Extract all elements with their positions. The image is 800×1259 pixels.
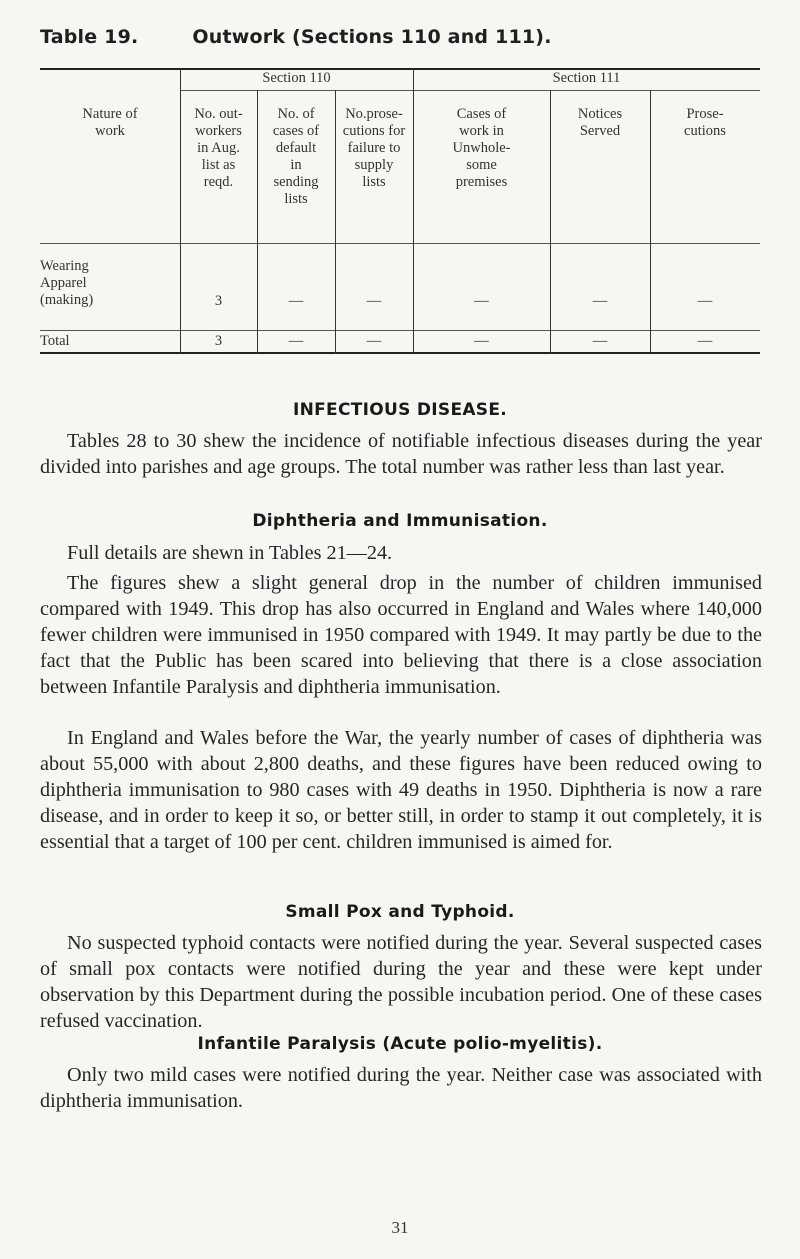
col-header-prosecutions: Prose- cutions	[684, 106, 726, 139]
col-header-prosecutions-lists: No.prose- cutions for failure to supply lists	[342, 106, 406, 190]
row-label: Wearing Apparel (making)	[40, 258, 94, 308]
paragraph: In England and Wales before the War, the yearly number of cases of diphtheria was about 55,000 with about 2,800 deaths, and these figures have been reduced owing to diphtheria immunisation to 980 cases with 49 deaths in 1950. Diphtheria is now a rare disease, and in order to keep it so, or better still, in order to stamp it out completely, it is essential that a target of 100 per cent. children immunised is aimed for.	[40, 727, 762, 853]
col-header-unwholesome-premises: Cases of work in Unwhole- some premises	[452, 106, 511, 190]
total-value: —	[592, 333, 608, 349]
total-value: —	[474, 333, 489, 349]
col-header-outworkers: No. out- workers in Aug. list as reqd.	[194, 106, 243, 190]
total-value: 3	[214, 333, 223, 349]
row-value: —	[697, 293, 713, 309]
row-value: —	[288, 293, 304, 309]
section-heading-infantile-paralysis: Infantile Paralysis (Acute polio-myelitis).	[197, 1034, 603, 1054]
row-rule	[40, 330, 760, 331]
paragraph: Tables 28 to 30 shew the incidence of notifiable infectious diseases during the year divided into parishes and age groups. The total number was rather less than last year.	[40, 430, 762, 478]
row-value: —	[366, 293, 382, 309]
group-header-section-110: Section 110	[262, 70, 331, 86]
page-number: 31	[391, 1218, 409, 1237]
section-heading-small-pox: Small Pox and Typhoid.	[285, 902, 515, 922]
col-header-notices-served: Notices Served	[577, 106, 623, 139]
total-value: —	[366, 333, 382, 349]
table-caption	[40, 26, 552, 48]
row-value: 3	[214, 293, 223, 309]
row-value: —	[474, 293, 489, 309]
paragraph: Only two mild cases were notified during the year. Neither case was associated with diphtheria immunisation.	[40, 1064, 762, 1112]
total-value: —	[697, 333, 713, 349]
header-bottom-rule	[40, 243, 760, 244]
outwork-table	[40, 68, 760, 448]
paragraph: No suspected typhoid contacts were notified during the year. Several suspected cases of small pox contacts were notified during the year and these were kept under observation by this Department during the possible incubation period. One of these cases refused vaccination.	[40, 932, 762, 1032]
table-number: Table 19.	[40, 26, 139, 48]
group-header-section-111: Section 111	[552, 70, 621, 86]
table-bottom-rule	[40, 352, 760, 354]
paragraph: Full details are shewn in Tables 21—24.	[67, 542, 393, 564]
section-heading-diphtheria: Diphtheria and Immunisation.	[252, 511, 548, 531]
total-label: Total	[40, 333, 70, 349]
col-header-default-cases: No. of cases of default in sending lists	[272, 106, 320, 207]
group-header-rule	[180, 90, 760, 91]
paragraph: The figures shew a slight general drop in the number of children immunised compared with 1949. This drop has also occurred in England and Wales where 140,000 fewer children were immunised in 1950 compared with 1949. It may partly be due to the fact that the Public has been scared into believing that there is a close association between Infantile Paralysis and diphtheria immunisation.	[40, 572, 762, 698]
total-value: —	[288, 333, 304, 349]
row-value: —	[592, 293, 608, 309]
col-header-nature-of-work: Nature of work	[82, 106, 138, 139]
section-heading-infectious-disease: INFECTIOUS DISEASE.	[292, 400, 508, 420]
table-title: Outwork (Sections 110 and 111).	[192, 26, 552, 48]
